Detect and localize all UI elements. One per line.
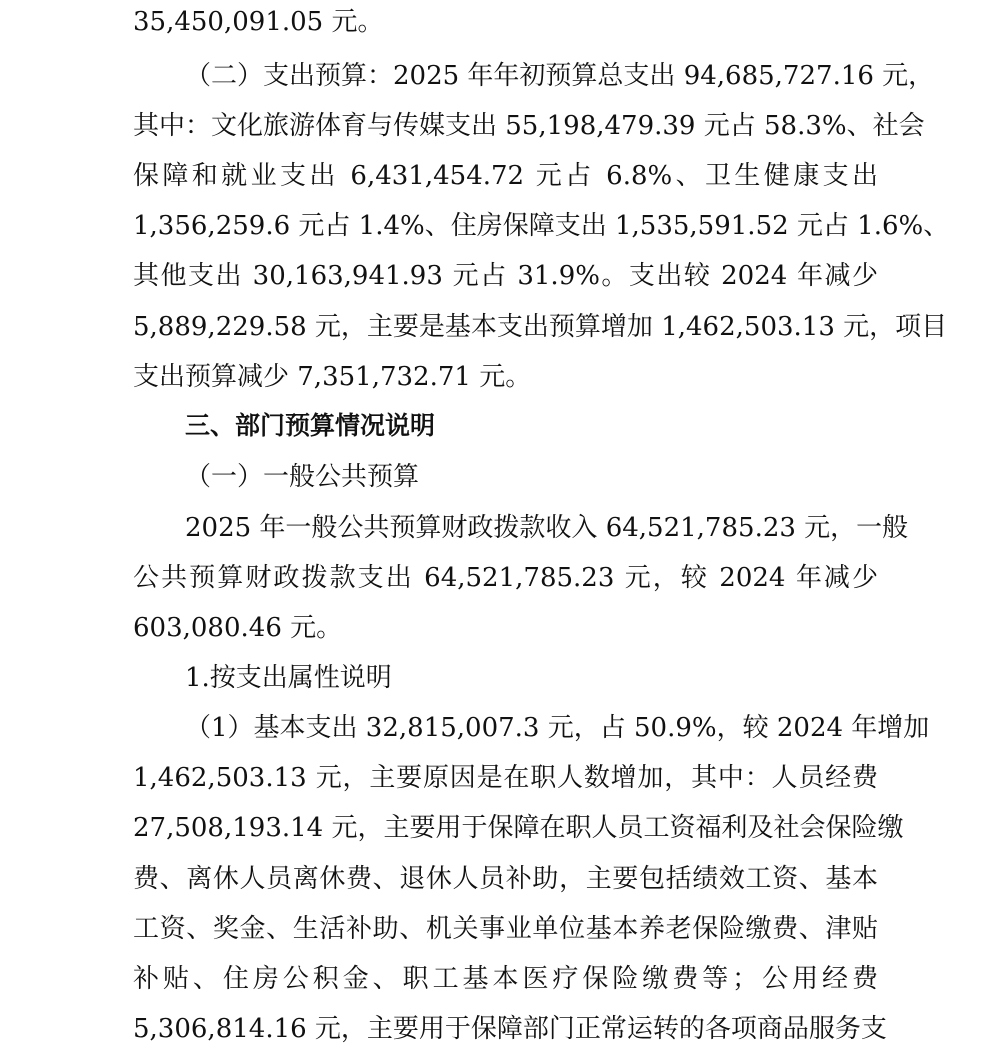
paragraph-line: 35,450,091.05 元。: [133, 7, 384, 37]
paragraph-line: （二）支出预算：2025 年年初预算总支出 94,685,727.16 元，: [185, 61, 935, 91]
paragraph-line: 5,889,229.58 元，主要是基本支出预算增加 1,462,503.13 元，项目: [133, 312, 948, 342]
paragraph-line: （1）基本支出 32,815,007.3 元，占 50.9%，较 2024 年增加: [185, 713, 930, 743]
item-heading: 1.按支出属性说明: [185, 663, 392, 693]
paragraph-line: 5,306,814.16 元，主要用于保障部门正常运转的各项商品服务支: [133, 1014, 887, 1044]
paragraph-line: 费、离休人员离休费、退休人员补助，主要包括绩效工资、基本: [133, 864, 878, 894]
section-heading: 三、部门预算情况说明: [185, 411, 436, 440]
paragraph-line: 1,462,503.13 元，主要原因是在职人数增加，其中：人员经费: [133, 763, 878, 793]
paragraph-line: 2025 年一般公共预算财政拨款收入 64,521,785.23 元，一般: [185, 513, 909, 543]
paragraph-line: 保障和就业支出 6,431,454.72 元占 6.8%、卫生健康支出: [133, 161, 878, 191]
paragraph-line: 支出预算减少 7,351,732.71 元。: [133, 362, 532, 392]
paragraph-line: 1,356,259.6 元占 1.4%、住房保障支出 1,535,591.52 元占 1.6%、: [133, 211, 950, 241]
paragraph-line: 603,080.46 元。: [133, 613, 343, 643]
paragraph-line: 公共预算财政拨款支出 64,521,785.23 元，较 2024 年减少: [133, 563, 878, 593]
paragraph-line: 其中：文化旅游体育与传媒支出 55,198,479.39 元占 58.3%、社会: [133, 111, 925, 141]
paragraph-line: 其他支出 30,163,941.93 元占 31.9%。支出较 2024 年减少: [133, 261, 878, 291]
subsection-heading: （一）一般公共预算: [185, 462, 420, 492]
paragraph-line: 补贴、住房公积金、职工基本医疗保险缴费等；公用经费: [133, 964, 878, 994]
paragraph-line: 工资、奖金、生活补助、机关事业单位基本养老保险缴费、津贴: [133, 914, 878, 944]
paragraph-line: 27,508,193.14 元，主要用于保障在职人员工资福利及社会保险缴: [133, 813, 904, 843]
